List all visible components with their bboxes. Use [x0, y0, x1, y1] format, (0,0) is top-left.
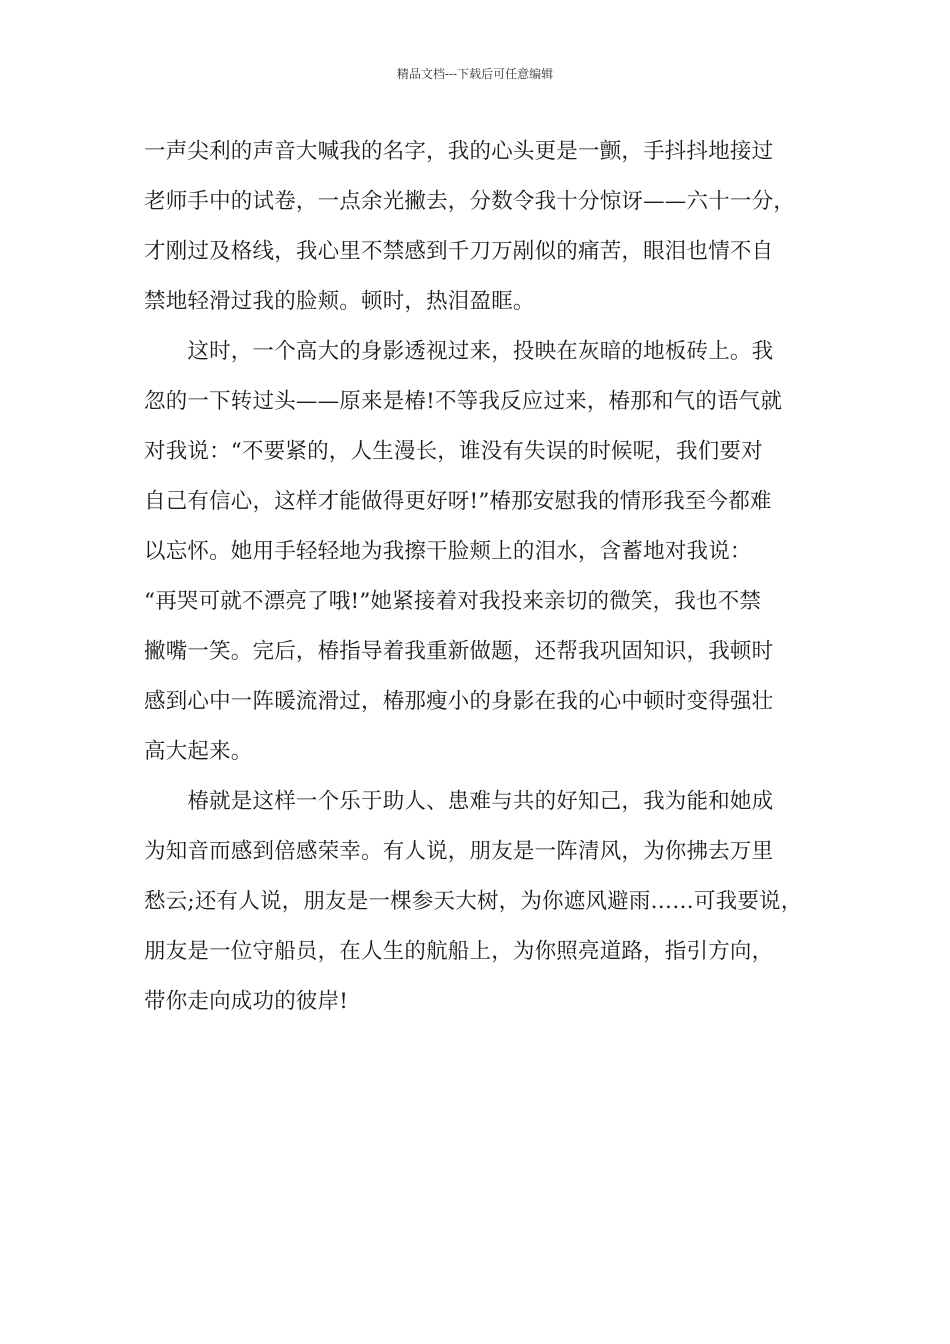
text-line: 才刚过及格线，我心里不禁感到千刀万剐似的痛苦，眼泪也情不自 [144, 239, 774, 264]
text-line: 以忘怀。她用手轻轻地为我擦干脸颊上的泪水，含蓄地对我说： [144, 539, 752, 564]
page-header: 精品文档---下载后可任意编辑 [396, 67, 554, 81]
text-line: 对我说：“不要紧的，人生漫长，谁没有失误的时候呢，我们要对 [144, 439, 763, 464]
text-line: 朋友是一位守船员，在人生的航船上，为你照亮道路，指引方向， [144, 939, 774, 964]
text-line: 愁云;还有人说，朋友是一棵参天大树，为你遮风避雨……可我要说， [144, 889, 803, 914]
text-line: 带你走向成功的彼岸! [144, 989, 349, 1014]
document-body [144, 127, 824, 1027]
text-line: 感到心中一阵暖流滑过，椿那瘦小的身影在我的心中顿时变得强壮 [144, 689, 774, 714]
text-line: 为知音而感到倍感荣幸。有人说，朋友是一阵清风，为你拂去万里 [144, 839, 774, 864]
text-line: “再哭可就不漂亮了哦!”她紧接着对我投来亲切的微笑，我也不禁 [144, 589, 762, 614]
text-line: 一声尖利的声音大喊我的名字，我的心头更是一颤，手抖抖地接过 [144, 139, 774, 164]
text-line: 这时，一个高大的身影透视过来，投映在灰暗的地板砖上。我 [144, 339, 774, 364]
text-line: 撇嘴一笑。完后，椿指导着我重新做题，还帮我巩固知识，我顿时 [144, 639, 774, 664]
text-line: 椿就是这样一个乐于助人、患难与共的好知己，我为能和她成 [144, 789, 774, 814]
text-line: 高大起来。 [144, 739, 253, 764]
text-line: 老师手中的试卷，一点余光撇去，分数令我十分惊讶——六十一分， [144, 189, 796, 214]
text-line: 自己有信心，这样才能做得更好呀!”椿那安慰我的情形我至今都难 [144, 489, 772, 514]
text-line: 禁地轻滑过我的脸颊。顿时，热泪盈眶。 [144, 289, 535, 314]
text-line: 忽的一下转过头——原来是椿!不等我反应过来，椿那和气的语气就 [144, 389, 783, 414]
